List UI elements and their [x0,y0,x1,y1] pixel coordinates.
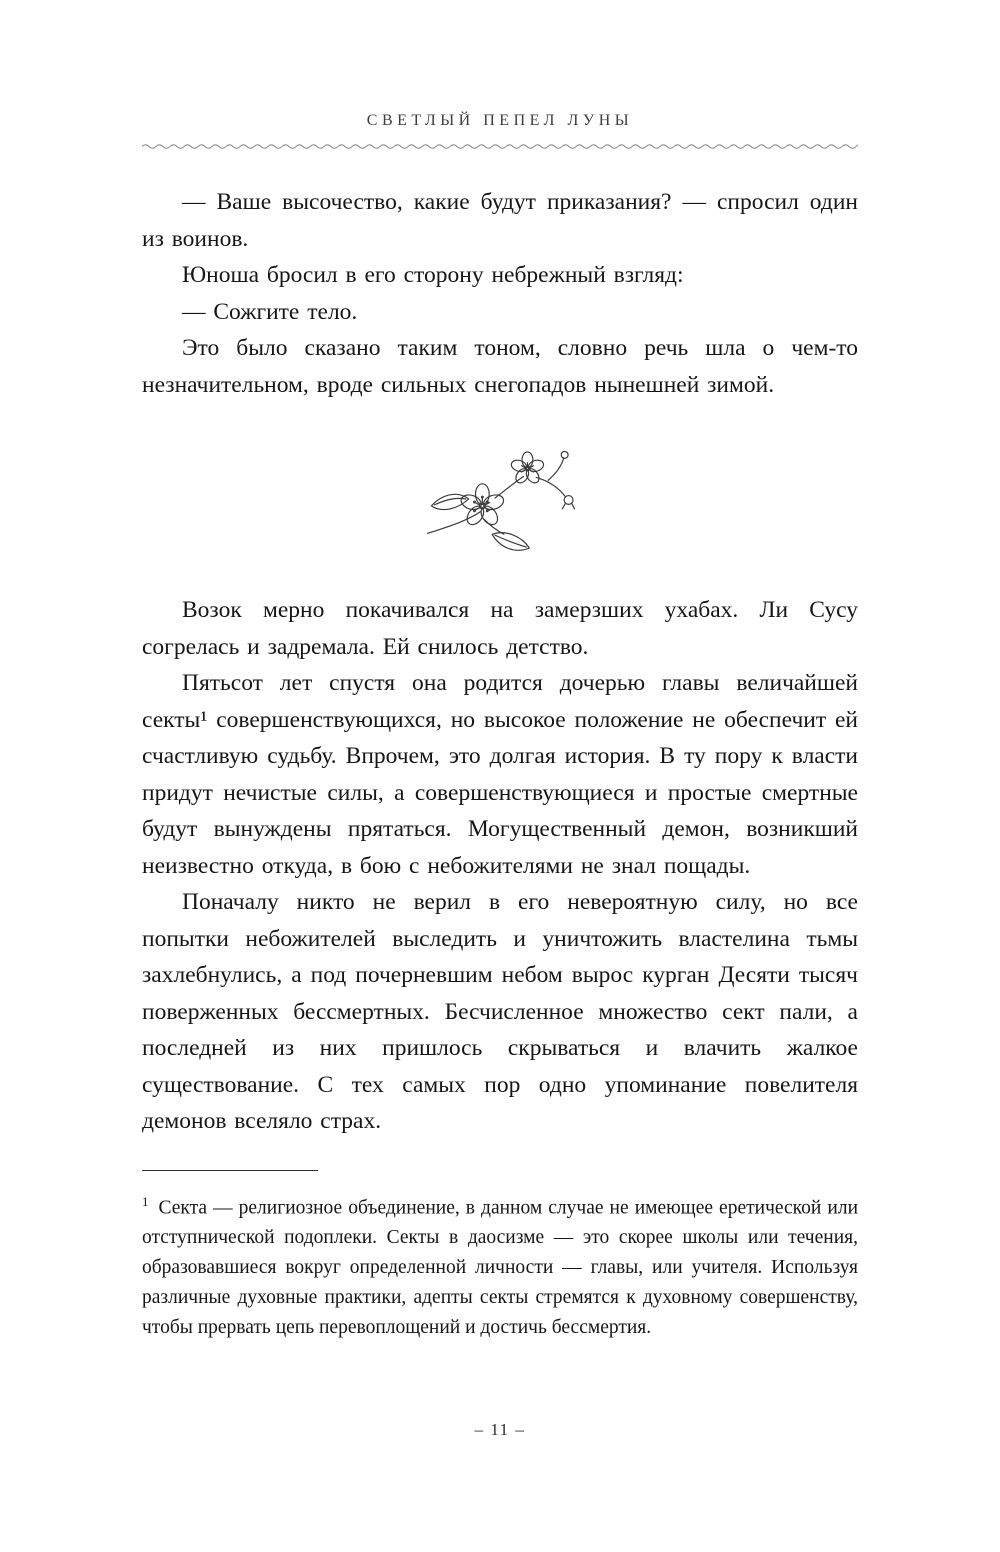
running-head [142,112,858,150]
footnote-marker: 1 [142,1193,149,1209]
paragraph: Юноша бросил в его сторону небрежный взгляд: [182,262,684,288]
paragraph: Возок мерно покачивался на замерзших ухабах. Ли Сусу согрелась и задремала. Ей снилось детство. [142,597,858,660]
footnote-section [142,1170,858,1344]
footnote-rule [142,1170,318,1171]
footnote [142,1187,858,1344]
decorative-wavy-rule [142,142,858,150]
page-number: – 11 – [474,1420,526,1439]
paragraph: Это было сказано таким тоном, словно речь шла о чем-то незначительном, вроде сильных снегопадов нынешней зимой. [142,335,858,398]
footnote-text: Секта — религиозное объединение, в данном случае не имеющее еретической или отступнической подоплеки. Секты в даосизме — это скорее школы или течения, образовавшиеся вокруг определенной личности — главы, или учителя. Используя различные духовные практики, адепты секты стремятся к духовному совершенству, чтобы прервать цепь перевоплощений и достичь бессмертия. [142,1197,858,1338]
paragraph: — Сожгите тело. [182,298,358,325]
flower-illustration [142,437,858,566]
body-text [142,184,858,1140]
paragraph: — Ваше высочество, какие будут приказания? — спросил один из воинов. [142,189,858,252]
book-title: СВЕТЛЫЙ ПЕПЕЛ ЛУНЫ [366,112,634,129]
paragraph: Пятьсот лет спустя она родится дочерью главы величайшей секты¹ совершенствующихся, но высокое положение не обеспечит ей счастливую судьбу. Впрочем, это долгая история. В ту пору к власти придут нечистые силы, а совершенствующиеся и простые смертные будут вынуждены прятаться. Могущественный демон, возникший неизвестно откуда, в бою с небожителями не знал пощады. [142,670,858,879]
paragraph: Поначалу никто не верил в его невероятную силу, но все попытки небожителей выследить и уничтожить властелина тьмы захлебнулись, а под почерневшим небом вырос курган Десяти тысяч поверженных бессмертных. Бесчисленное множество сект пали, а последней из них пришлось скрываться и влачить жалкое существование. С тех самых пор одно упоминание повелителя демонов вселяло страх. [142,889,858,1134]
